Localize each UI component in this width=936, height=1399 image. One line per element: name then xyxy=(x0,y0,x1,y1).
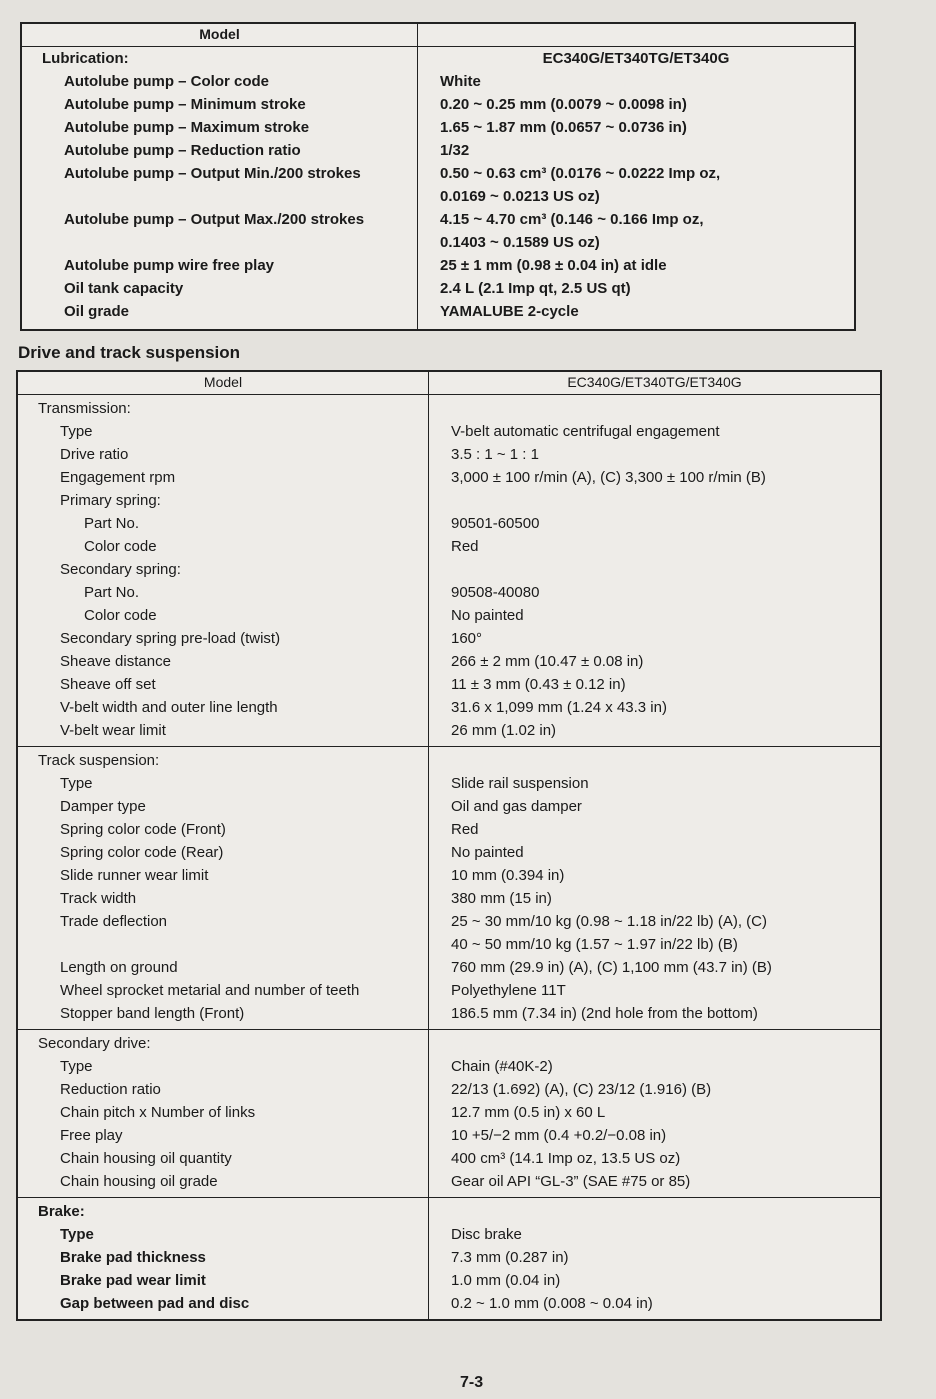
spec-label: Drive ratio xyxy=(60,446,129,463)
spec-value: 40 ~ 50 mm/10 kg (1.57 ~ 1.97 in/22 lb) (B) xyxy=(451,936,738,953)
group-heading: Secondary drive: xyxy=(38,1035,151,1052)
spec-label: Sheave off set xyxy=(60,676,156,693)
spec-label: Spring color code (Rear) xyxy=(60,844,224,861)
spec-label: Brake pad thickness xyxy=(60,1249,206,1266)
spec-label: Engagement rpm xyxy=(60,469,176,486)
spec-value: 10 +5/−2 mm (0.4 +0.2/−0.08 in) xyxy=(451,1127,667,1144)
spec-value: 25 ± 1 mm (0.98 ± 0.04 in) at idle xyxy=(440,257,667,274)
spec-group xyxy=(17,747,881,1030)
spec-label: Type xyxy=(60,1226,94,1243)
model-header: Model xyxy=(199,26,240,42)
spec-value: Polyethylene 11T xyxy=(451,982,566,999)
spec-label: Chain housing oil quantity xyxy=(60,1150,232,1167)
section-label: Lubrication: xyxy=(42,50,129,67)
spec-group xyxy=(17,395,881,747)
spec-value: 186.5 mm (7.34 in) (2nd hole from the bottom) xyxy=(451,1005,758,1022)
spec-value xyxy=(429,1032,880,1055)
model-value: EC340G/ET340TG/ET340G xyxy=(542,50,730,67)
spec-label: Primary spring: xyxy=(60,492,161,509)
spec-value: 7.3 mm (0.287 in) xyxy=(451,1249,569,1266)
spec-label xyxy=(18,933,428,956)
group-values-cell xyxy=(429,747,882,1030)
spec-value: Slide rail suspension xyxy=(451,775,589,792)
spec-label: Type xyxy=(60,423,93,440)
spec-value: 26 mm (1.02 in) xyxy=(451,722,557,739)
spec-label: Autolube pump – Output Max./200 strokes xyxy=(64,211,365,228)
spec-label: Slide runner wear limit xyxy=(60,867,209,884)
spec-value: 1.0 mm (0.04 in) xyxy=(451,1272,561,1289)
spec-value: YAMALUBE 2-cycle xyxy=(440,303,579,320)
spec-value xyxy=(429,397,880,420)
spec-value: 12.7 mm (0.5 in) x 60 L xyxy=(451,1104,606,1121)
spec-value xyxy=(429,1200,880,1223)
spec-value: White xyxy=(440,73,481,90)
lubrication-values-cell xyxy=(418,47,856,331)
spec-label: V-belt width and outer line length xyxy=(60,699,278,716)
spec-label: Stopper band length (Front) xyxy=(60,1005,245,1022)
spec-value: 3,000 ± 100 r/min (A), (C) 3,300 ± 100 r/min (B) xyxy=(451,469,766,486)
drive-model-value: EC340G/ET340TG/ET340G xyxy=(567,374,742,390)
spec-group xyxy=(17,1030,881,1198)
spec-value: Red xyxy=(451,821,479,838)
spec-label: V-belt wear limit xyxy=(60,722,166,739)
model-header-cell xyxy=(21,23,418,47)
group-values-cell xyxy=(429,1198,882,1321)
spec-value: 90508-40080 xyxy=(451,584,540,601)
spec-label: Length on ground xyxy=(60,959,178,976)
spec-label: Chain pitch x Number of links xyxy=(60,1104,256,1121)
spec-label: Color code xyxy=(84,538,157,555)
spec-value: 10 mm (0.394 in) xyxy=(451,867,565,884)
spec-value: 1/32 xyxy=(440,142,470,159)
spec-value: 25 ~ 30 mm/10 kg (0.98 ~ 1.18 in/22 lb) (A), (C) xyxy=(451,913,767,930)
spec-value: 3.5 : 1 ~ 1 : 1 xyxy=(451,446,539,463)
group-values-cell xyxy=(429,1030,882,1198)
spec-label: Gap between pad and disc xyxy=(60,1295,250,1312)
drive-model-value-cell xyxy=(429,371,882,395)
group-labels-cell xyxy=(17,395,429,747)
spec-value: 400 cm³ (14.1 Imp oz, 13.5 US oz) xyxy=(451,1150,681,1167)
group-labels-cell xyxy=(17,1198,429,1321)
spec-label: Autolube pump – Minimum stroke xyxy=(64,96,306,113)
spec-value: Oil and gas damper xyxy=(451,798,582,815)
spec-value: 380 mm (15 in) xyxy=(451,890,552,907)
spec-value: No painted xyxy=(451,844,524,861)
spec-label xyxy=(22,231,417,254)
spec-value xyxy=(429,749,880,772)
spec-label: Trade deflection xyxy=(60,913,168,930)
spec-value: 0.20 ~ 0.25 mm (0.0079 ~ 0.0098 in) xyxy=(440,96,687,113)
spec-label: Color code xyxy=(84,607,157,624)
spec-value xyxy=(429,489,880,512)
spec-label: Free play xyxy=(60,1127,123,1144)
spec-label: Track width xyxy=(60,890,137,907)
model-value-cell xyxy=(418,23,856,47)
spec-label: Sheave distance xyxy=(60,653,171,670)
lubrication-labels-cell xyxy=(21,47,418,331)
group-labels-cell xyxy=(17,747,429,1030)
spec-label: Autolube pump wire free play xyxy=(64,257,275,274)
group-heading: Brake: xyxy=(38,1203,85,1220)
group-labels-cell xyxy=(17,1030,429,1198)
spec-value: 160° xyxy=(451,630,483,647)
spec-value xyxy=(429,558,880,581)
spec-group xyxy=(17,1198,881,1321)
drive-spec-table xyxy=(16,370,882,1321)
spec-value: 22/13 (1.692) (A), (C) 23/12 (1.916) (B) xyxy=(451,1081,712,1098)
spec-label: Oil grade xyxy=(64,303,130,320)
spec-label: Type xyxy=(60,775,93,792)
spec-value: 0.2 ~ 1.0 mm (0.008 ~ 0.04 in) xyxy=(451,1295,653,1312)
spec-value: Gear oil API “GL-3” (SAE #75 or 85) xyxy=(451,1173,691,1190)
spec-value: 0.1403 ~ 0.1589 US oz) xyxy=(440,234,600,251)
spec-value: 4.15 ~ 4.70 cm³ (0.146 ~ 0.166 Imp oz, xyxy=(440,211,704,228)
spec-value: V-belt automatic centrifugal engagement xyxy=(451,423,720,440)
spec-label xyxy=(22,185,417,208)
spec-label: Secondary spring: xyxy=(60,561,181,578)
spec-label: Oil tank capacity xyxy=(64,280,184,297)
spec-value: 760 mm (29.9 in) (A), (C) 1,100 mm (43.7 in) (B) xyxy=(451,959,772,976)
spec-value: 266 ± 2 mm (10.47 ± 0.08 in) xyxy=(451,653,644,670)
spec-label: Type xyxy=(60,1058,93,1075)
group-heading: Transmission: xyxy=(38,400,131,417)
spec-value: Red xyxy=(451,538,479,555)
spec-label: Spring color code (Front) xyxy=(60,821,226,838)
drive-model-header-cell xyxy=(17,371,429,395)
spec-label: Wheel sprocket metarial and number of teeth xyxy=(60,982,360,999)
spec-label: Autolube pump – Color code xyxy=(64,73,269,90)
section-title: Drive and track suspension xyxy=(18,343,241,362)
spec-value: 2.4 L (2.1 Imp qt, 2.5 US qt) xyxy=(440,280,631,297)
spec-label: Secondary spring pre-load (twist) xyxy=(60,630,281,647)
page-number: 7-3 xyxy=(460,1374,484,1391)
group-heading: Track suspension: xyxy=(38,752,160,769)
spec-value: 11 ± 3 mm (0.43 ± 0.12 in) xyxy=(451,676,626,693)
spec-value: 0.50 ~ 0.63 cm³ (0.0176 ~ 0.0222 Imp oz, xyxy=(440,165,721,182)
spec-value: 0.0169 ~ 0.0213 US oz) xyxy=(440,188,600,205)
spec-label: Chain housing oil grade xyxy=(60,1173,218,1190)
drive-model-header: Model xyxy=(203,374,243,390)
spec-value: No painted xyxy=(451,607,524,624)
spec-value: 1.65 ~ 1.87 mm (0.0657 ~ 0.0736 in) xyxy=(440,119,687,136)
spec-label: Part No. xyxy=(84,584,140,601)
spec-value: Disc brake xyxy=(451,1226,522,1243)
spec-value: 31.6 x 1,099 mm (1.24 x 43.3 in) xyxy=(451,699,667,716)
spec-value: Chain (#40K-2) xyxy=(451,1058,553,1075)
spec-label: Autolube pump – Reduction ratio xyxy=(64,142,301,159)
spec-value: 90501-60500 xyxy=(451,515,540,532)
spec-label: Autolube pump – Output Min./200 strokes xyxy=(64,165,361,182)
spec-label: Reduction ratio xyxy=(60,1081,161,1098)
lubrication-spec-table xyxy=(20,22,856,331)
group-values-cell xyxy=(429,395,882,747)
spec-label: Brake pad wear limit xyxy=(60,1272,206,1289)
spec-label: Autolube pump – Maximum stroke xyxy=(64,119,310,136)
spec-label: Part No. xyxy=(84,515,140,532)
spec-label: Damper type xyxy=(60,798,146,815)
